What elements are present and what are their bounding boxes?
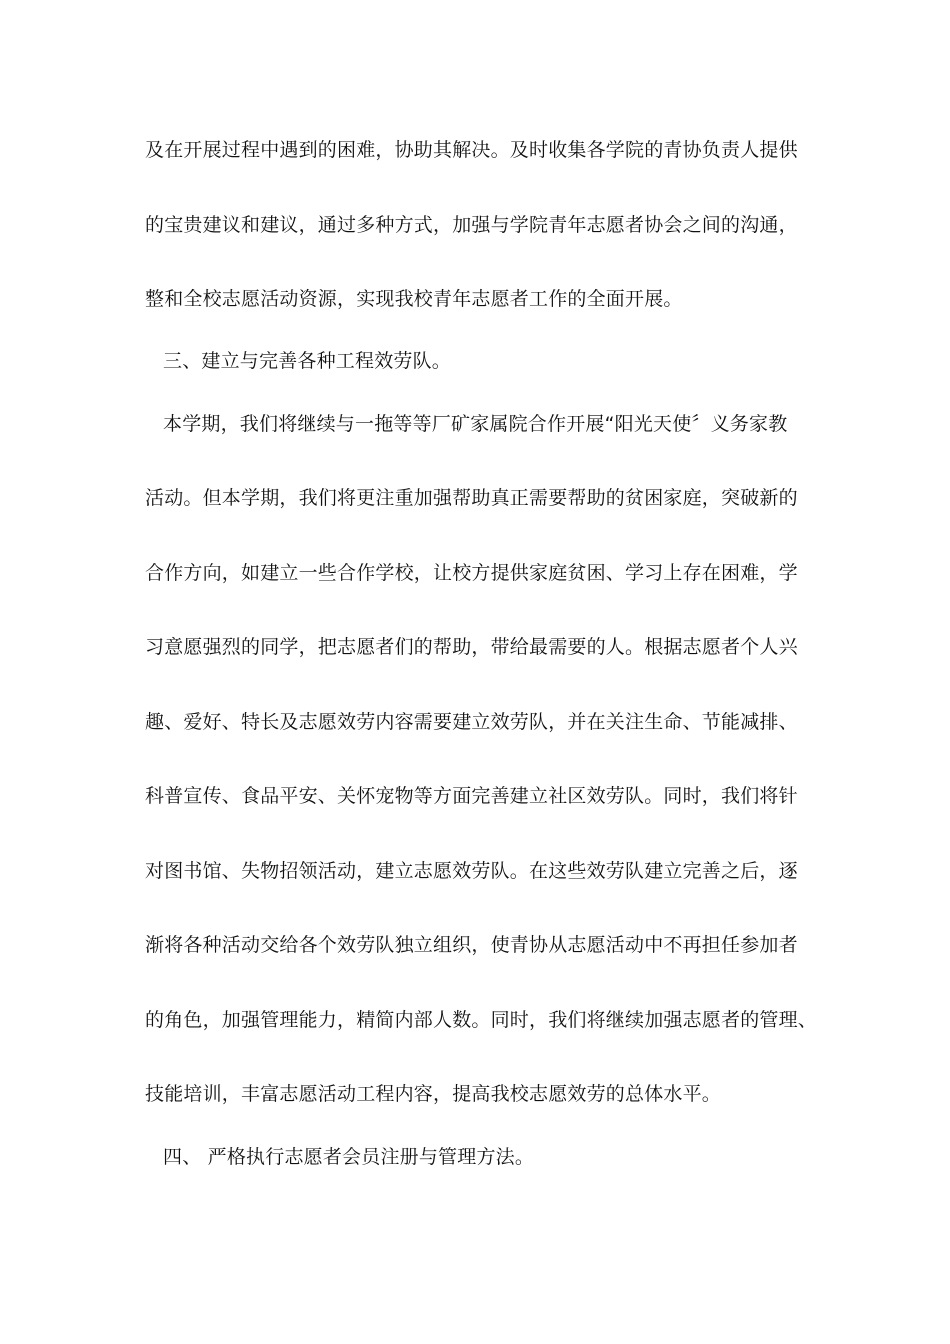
- paragraph-line: 的角色，加强管理能力，精简内部人数。同时，我们将继续加强志愿者的管理、: [145, 1009, 818, 1031]
- paragraph-line: 渐将各种活动交给各个效劳队独立组织，使青协从志愿活动中不再担任参加者: [145, 934, 798, 956]
- paragraph-line: 趣、爱好、特长及志愿效劳内容需要建立效劳队，并在关注生命、节能减排、: [145, 711, 798, 733]
- paragraph-line: 整和全校志愿活动资源，实现我校青年志愿者工作的全面开展。: [145, 288, 683, 310]
- paragraph-line: 对图书馆、失物招领活动，建立志愿效劳队。在这些效劳队建立完善之后，逐: [145, 860, 798, 882]
- section-heading: 三、建立与完善各种工程效劳队。: [163, 350, 452, 372]
- paragraph-line: 的宝贵建议和建议，通过多种方式，加强与学院青年志愿者协会之间的沟通，: [145, 214, 798, 236]
- paragraph-line: 及在开展过程中遇到的困难，协助其解决。及时收集各学院的青协负责人提供: [145, 139, 798, 161]
- paragraph-line: 本学期，我们将继续与一拖等等厂矿家属院合作开展“阳光天使〞义务家教: [163, 413, 788, 435]
- paragraph-line: 习意愿强烈的同学，把志愿者们的帮助，带给最需要的人。根据志愿者个人兴: [145, 636, 798, 658]
- section-heading: 四、 严格执行志愿者会员注册与管理方法。: [163, 1146, 535, 1168]
- paragraph-line: 合作方向，如建立一些合作学校，让校方提供家庭贫困、学习上存在困难，学: [145, 562, 798, 584]
- paragraph-line: 技能培训，丰富志愿活动工程内容，提高我校志愿效劳的总体水平。: [145, 1083, 722, 1105]
- paragraph-line: 活动。但本学期，我们将更注重加强帮助真正需要帮助的贫困家庭，突破新的: [145, 487, 798, 509]
- paragraph-line: 科普宣传、食品平安、关怀宠物等方面完善建立社区效劳队。同时，我们将针: [145, 785, 798, 807]
